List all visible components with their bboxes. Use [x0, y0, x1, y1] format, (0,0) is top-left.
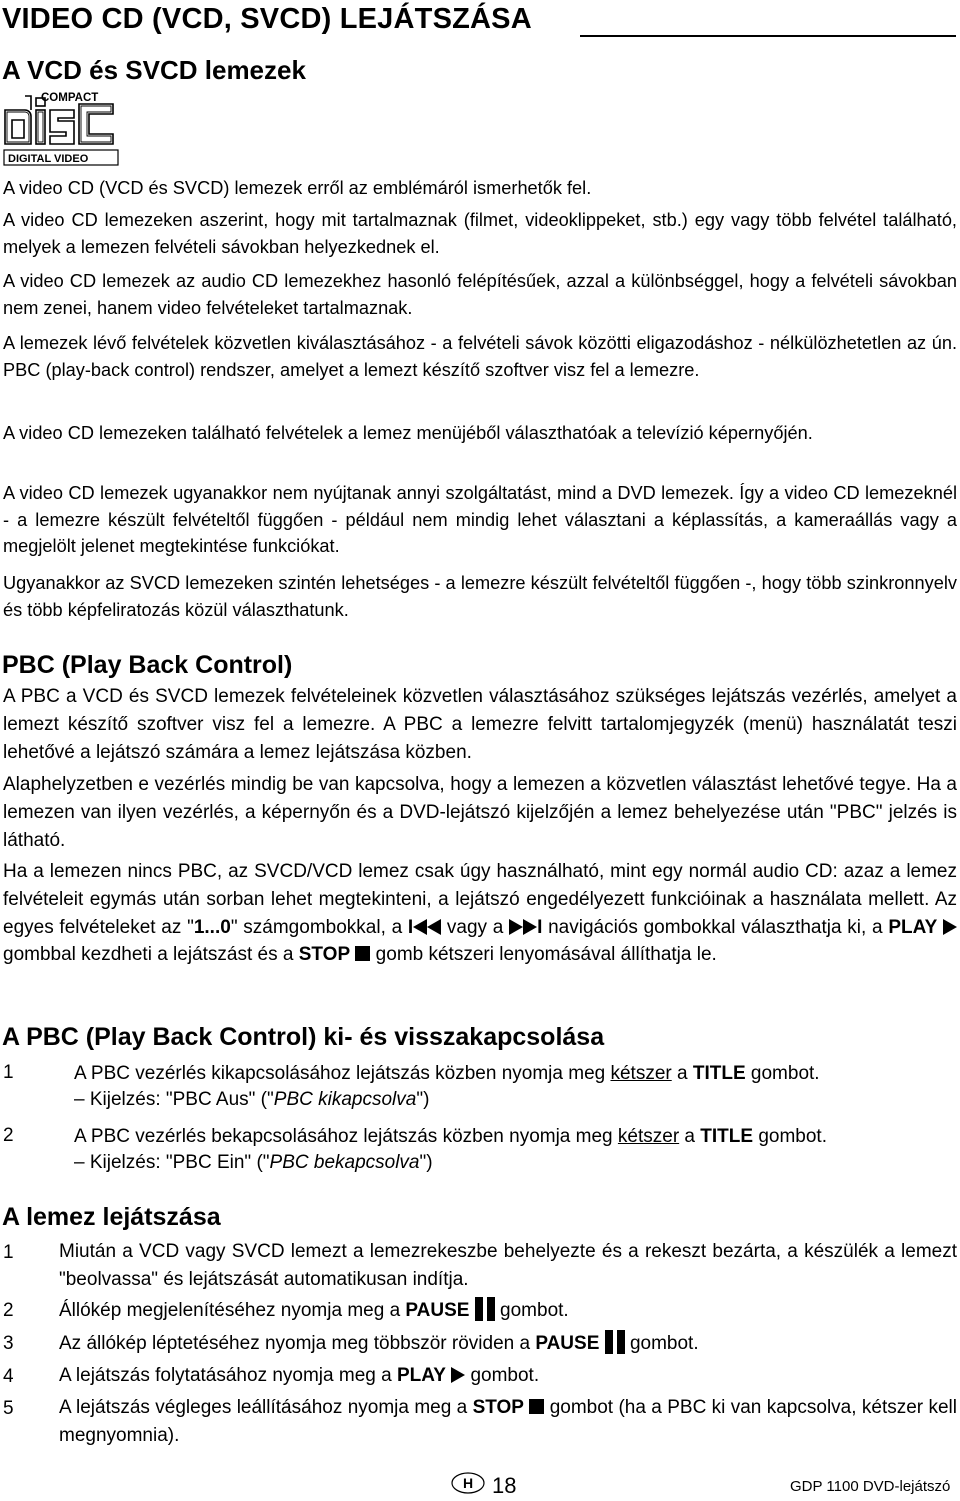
list-item	[59, 1362, 957, 1390]
text: ")	[419, 1152, 433, 1173]
paragraph: Ugyanakkor az SVCD lemezeken szintén lehetséges - a lemezre készült felvételtől függően -, hogy több szinkronnyelv és több képfeliratozás közül választhatunk.	[3, 573, 957, 620]
play-key-label: PLAY	[888, 916, 938, 938]
emphasis: kétszer	[610, 1063, 672, 1084]
paragraph: A video CD lemezek az audio CD lemezekhez hasonló felépítésűek, azzal a különbséggel, hogy a felvételi sávokban nem zenei, hanem video felvételeket tartalmaznak.	[3, 271, 957, 318]
text: gombot.	[624, 1333, 699, 1354]
paragraph-no-pbc	[3, 858, 957, 969]
text: gomb kétszeri lenyomásával állíthatja le.	[370, 944, 717, 966]
pause-key-label: PAUSE	[405, 1300, 470, 1321]
paragraph: A video CD (VCD és SVCD) lemezek erről az emblémáról ismerhetők fel.	[3, 178, 592, 198]
section-heading-vcd-svcd: A VCD és SVCD lemezek	[2, 55, 306, 85]
list-number: 2	[3, 1300, 14, 1321]
text: ")	[416, 1089, 430, 1110]
text: Az állókép léptetéséhez nyomja meg többször röviden a	[59, 1333, 536, 1354]
section-heading-playback: A lemez lejátszása	[2, 1203, 221, 1231]
list-number: 3	[3, 1333, 14, 1354]
logo-compact-text: COMPACT	[41, 92, 99, 104]
stop-key-label: STOP	[472, 1397, 524, 1418]
footer-product-name: GDP 1100 DVD-lejátszó	[790, 1478, 951, 1495]
skip-next-icon	[523, 919, 537, 935]
title-key-label: TITLE	[692, 1063, 746, 1084]
text: gombot.	[494, 1300, 569, 1321]
list-item	[59, 1297, 957, 1325]
skip-next-icon	[509, 919, 523, 935]
paragraph: A video CD lemezek ugyanakkor nem nyújtanak annyi szolgáltatást, mind a DVD lemezek. Így a video CD lemezeknél - a lemezre készült felvételtől függően - például nem mindig lehet választani a képlassítás, a kameraállás vagy a megjelölt jelenet megtekintése funkciókat.	[3, 483, 957, 556]
section-heading-pbc: PBC (Play Back Control)	[2, 651, 293, 679]
text: Állókép megjelenítéséhez nyomja meg a	[59, 1300, 406, 1321]
play-key-label: PLAY	[396, 1365, 446, 1386]
list-item	[74, 1060, 954, 1087]
text: navigációs gombokkal választhatja ki, a	[542, 916, 889, 938]
text: gombbal kezdheti a lejátszást és a	[3, 944, 299, 966]
text: A PBC vezérlés bekapcsolásához lejátszás közben nyomja meg	[74, 1126, 618, 1147]
list-number: 1	[3, 1242, 14, 1263]
paragraph: A video CD lemezeken aszerint, hogy mit tartalmaznak (filmet, videoklippeket, stb.) egy vagy több felvétel található, melyek a lemezen felvételi sávokban helyezkednek el.	[3, 210, 957, 257]
text: gombot.	[753, 1126, 827, 1147]
number-keys-label: 1...0	[193, 916, 231, 938]
skip-prev-bar: I	[407, 916, 414, 938]
text: Ha a lemezen nincs PBC, az SVCD/VCD lemez csak úgy használható, mint egy normál audio CD: azaz a lemez felvételeit egymás után sorban lehet megtekinteni, a lejátszó engedélyezett funkcióinak a használata mellett. Az egyes felvételeket az "	[3, 861, 957, 938]
text: A lejátszás végleges leállításához nyomja meg a	[59, 1397, 473, 1418]
compact-disc-digital-video-logo	[3, 90, 119, 166]
text: gombot.	[745, 1063, 820, 1084]
list-number: 5	[3, 1398, 14, 1419]
title-key-label: TITLE	[700, 1126, 754, 1147]
emphasis: kétszer	[617, 1126, 680, 1147]
page-number: 18	[492, 1473, 517, 1498]
section-heading-pbc-toggle: A PBC (Play Back Control) ki- és visszakapcsolása	[2, 1023, 605, 1051]
pause-key-label: PAUSE	[535, 1333, 600, 1354]
text: gombot (ha a PBC ki van kapcsolva, kétszer kell megnyomnia).	[59, 1397, 957, 1446]
text: gombot.	[465, 1365, 540, 1386]
pause-icon	[475, 1297, 495, 1321]
paragraph: A video CD lemezeken található felvételek a lemez menüjéből választhatóak a televízió képernyőjén.	[3, 423, 813, 443]
stop-key-label: STOP	[298, 944, 351, 966]
text: " számgombokkal, a	[230, 916, 408, 938]
text: A lejátszás folytatásához nyomja meg a	[59, 1365, 397, 1386]
list-item	[59, 1330, 957, 1358]
language-badge-text: H	[462, 1475, 474, 1491]
list-item	[74, 1123, 954, 1150]
paragraph: Alaphelyzetben e vezérlés mindig be van kapcsolva, hogy a lemezen a közvetlen választást lehetővé tegye. Ha a lemezen van ilyen vezérlés, a képernyőn és a DVD-lejátszó kijelzőjén a lemez behelyezése után "PBC" jelzés is látható.	[3, 774, 957, 851]
play-icon	[451, 1367, 465, 1383]
display-indication	[74, 1089, 429, 1111]
stop-icon	[355, 946, 370, 961]
title-rule	[580, 35, 956, 37]
pause-icon	[605, 1330, 625, 1354]
page-title: VIDEO CD (VCD, SVCD) LEJÁTSZÁSA	[2, 3, 532, 35]
text: a	[671, 1063, 693, 1084]
text: a	[679, 1126, 701, 1147]
text: vagy a	[441, 916, 510, 938]
text: – Kijelzés: "PBC Ein" ("	[74, 1152, 270, 1173]
list-number: 1	[3, 1062, 14, 1083]
text: – Kijelzés: "PBC Aus" ("	[74, 1089, 274, 1110]
text: PBC bekapcsolva	[269, 1152, 420, 1173]
text: A PBC vezérlés kikapcsolásához lejátszás közben nyomja meg	[74, 1063, 611, 1084]
text: PBC kikapcsolva	[273, 1089, 417, 1110]
list-number: 2	[3, 1125, 14, 1146]
skip-prev-icon	[413, 919, 427, 935]
display-indication	[74, 1152, 433, 1174]
paragraph: A PBC a VCD és SVCD lemezek felvételeinek közvetlen választásához szükséges lejátszás vezérlés, amelyet a lemezt készítő szoftver visz fel a lemezre. A PBC a lemezre felvitt tartalomjegyzék (menü) használatát teszi lehetővé a lejátszó számára a lemez lejátszása közben.	[3, 686, 957, 763]
skip-next-bar: I	[537, 916, 543, 938]
language-badge-icon	[451, 1472, 485, 1494]
list-item	[59, 1394, 957, 1449]
play-icon	[943, 919, 957, 935]
list-item: Miután a VCD vagy SVCD lemezt a lemezrekeszbe behelyezte és a rekeszt bezárta, a készülék a lemezt "beolvassa" és lejátszását automatikusan indítja.	[59, 1241, 957, 1290]
paragraph: A lemezek lévő felvételek közvetlen kiválasztásához - a felvételi sávok közötti eligazodáshoz - nélkülözhetetlen az ún. PBC (play-back control) rendszer, amelyet a lemezt készítő szoftver visz fel a lemezre.	[3, 333, 957, 380]
logo-digital-video-text: DIGITAL VIDEO	[8, 153, 89, 165]
list-number: 4	[3, 1366, 14, 1387]
stop-icon	[529, 1399, 544, 1414]
skip-prev-icon	[427, 919, 441, 935]
